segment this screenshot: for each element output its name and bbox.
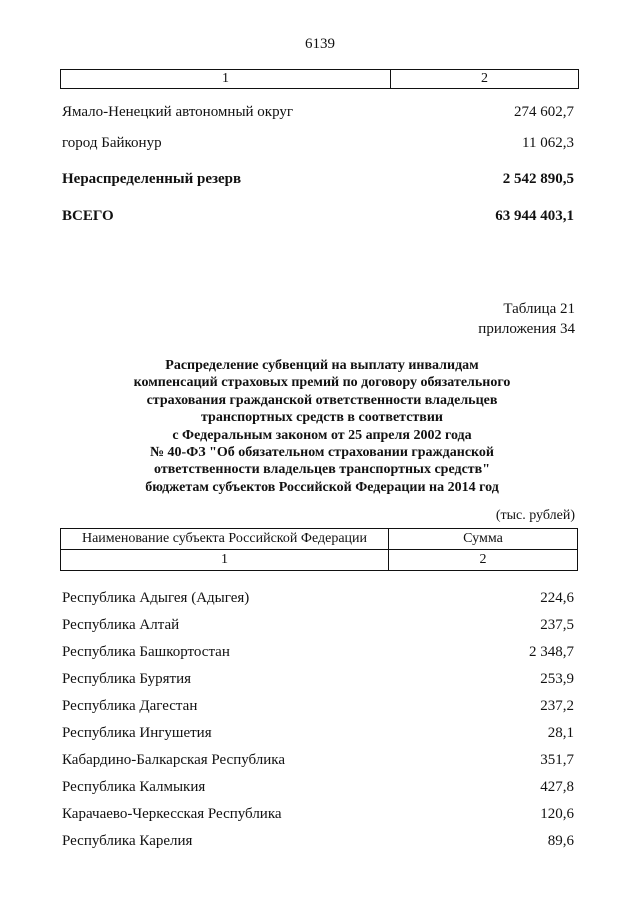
- table-row-reserve: [62, 169, 574, 189]
- row-name: Республика Ингушетия: [62, 725, 212, 741]
- title-line: ответственности владельцев транспортных средств": [154, 462, 490, 478]
- row-value: 89,6: [547, 833, 574, 849]
- row-value: 237,2: [540, 698, 574, 714]
- title-line: страхования гражданской ответственности владельцев: [146, 392, 498, 408]
- row-name: город Байконур: [62, 135, 162, 151]
- row-name: Ямало-Ненецкий автономный округ: [62, 104, 294, 120]
- row-value: 274 602,7: [514, 104, 574, 120]
- table-row: [62, 750, 574, 770]
- table-row: [62, 723, 574, 743]
- row-value: 224,6: [540, 590, 574, 606]
- col-header-name: Наименование субъекта Российской Федерации: [61, 529, 389, 549]
- table-label-line2: приложения 34: [478, 321, 575, 337]
- row-name: Республика Алтай: [62, 617, 180, 633]
- row-value: 427,8: [540, 779, 574, 795]
- row-value: 237,5: [540, 617, 574, 633]
- table-row: [62, 642, 574, 662]
- row-name: Республика Бурятия: [62, 671, 192, 687]
- row-value: 120,6: [540, 806, 574, 822]
- row-name: Республика Адыгея (Адыгея): [62, 590, 250, 606]
- top-table-col-2: 2: [481, 71, 488, 86]
- row-value: 351,7: [540, 752, 574, 768]
- row-value: 63 944 403,1: [495, 208, 574, 224]
- row-name: Республика Калмыкия: [62, 779, 206, 795]
- row-name: Республика Карелия: [62, 833, 193, 849]
- table-row: [62, 804, 574, 824]
- title-line: № 40-ФЗ "Об обязательном страховании гражданской: [149, 445, 494, 461]
- title-line: компенсаций страховых премий по договору обязательного: [133, 375, 511, 391]
- row-name: Кабардино-Балкарская Республика: [62, 752, 286, 768]
- title-line: с Федеральным законом от 25 апреля 2002 года: [172, 427, 472, 443]
- row-value: 253,9: [540, 671, 574, 687]
- table-row: [62, 102, 574, 122]
- page-number: 6139: [305, 36, 335, 52]
- document-title: [100, 357, 544, 496]
- table-row-total: [62, 206, 574, 226]
- row-name: Нераспределенный резерв: [62, 171, 242, 187]
- main-table-col-numbers: [60, 549, 578, 571]
- col-header-sum: Сумма: [463, 531, 503, 546]
- table-row: [62, 615, 574, 635]
- row-value: 2 542 890,5: [502, 171, 574, 187]
- table-row: [62, 133, 574, 153]
- table-row: [62, 669, 574, 689]
- row-name: ВСЕГО: [62, 208, 114, 224]
- title-line: Распределение субвенций на выплату инвалидам: [165, 358, 479, 373]
- row-name: Республика Дагестан: [62, 698, 198, 714]
- row-name: Карачаево-Черкесская Республика: [62, 806, 282, 822]
- table-label-line1: Таблица 21: [503, 301, 575, 317]
- col-number-1: 1: [61, 550, 389, 570]
- table-row: [62, 831, 574, 851]
- table-row: [62, 777, 574, 797]
- col-number-2: 2: [479, 552, 487, 567]
- title-line: транспортных средств в соответствии: [201, 410, 443, 426]
- top-table-header: [60, 69, 579, 89]
- table-row: [62, 696, 574, 716]
- title-line: бюджетам субъектов Российской Федерации на 2014 год: [145, 479, 499, 495]
- main-table-header: [60, 528, 578, 550]
- row-value: 2 348,7: [529, 644, 574, 660]
- table-row: [62, 588, 574, 608]
- top-table-col-1: 1: [61, 70, 391, 88]
- units-label: (тыс. рублей): [495, 508, 575, 523]
- row-name: Республика Башкортостан: [62, 644, 230, 660]
- row-value: 11 062,3: [522, 135, 574, 151]
- row-value: 28,1: [547, 725, 574, 741]
